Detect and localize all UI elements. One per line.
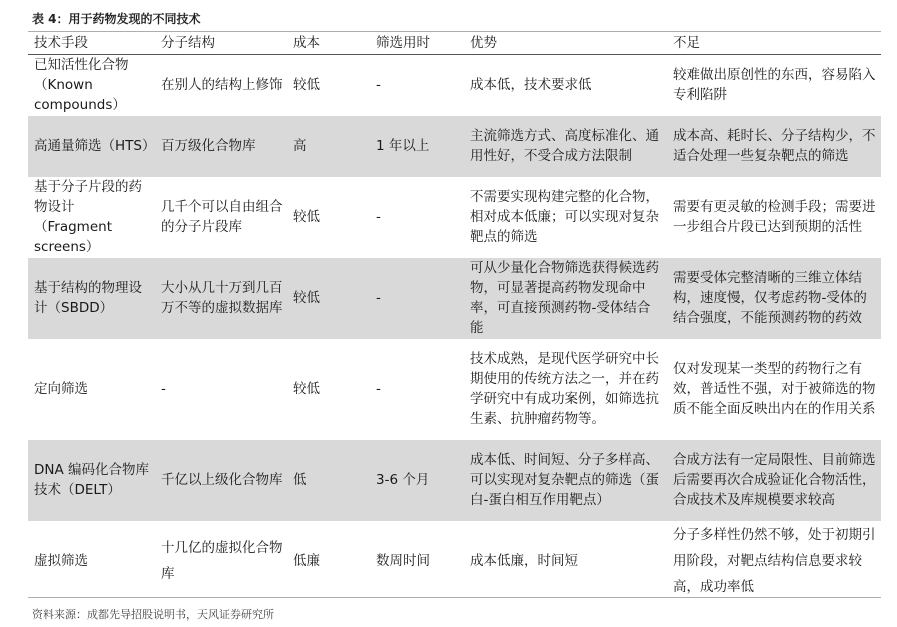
- cell-method: 虚拟筛选: [34, 552, 88, 569]
- cell-disadvantage: 较难做出原创性的东西，容易陷入专利陷阱: [673, 67, 876, 104]
- source-note: 资料来源：成都先导招股说明书，天风证券研究所: [32, 608, 274, 621]
- cell-structure: -: [161, 381, 166, 397]
- cell-advantage: 技术成熟，是现代医学研究中长期使用的传统方法之一，并在药学研究中有成功案例，如筛选抗生素、抗肿瘤药物等。: [470, 351, 659, 427]
- header-time: 筛选用时: [370, 32, 464, 55]
- cell-disadvantage: 需要受体完整清晰的三维立体结构，速度慢，仅考虑药物-受体的结合强度，不能预测药物的药效: [667, 258, 881, 339]
- cell-advantage: 可从少量化合物筛选获得候选药物，可显著提高药物发现命中率，可直接预测药物-受体结合能: [464, 258, 667, 339]
- cell-method: 定向筛选: [34, 381, 88, 397]
- cell-time: -: [370, 258, 464, 339]
- cell-method: DNA 编码化合物库技术（DELT）: [28, 440, 155, 521]
- cell-method: 高通量筛选（HTS）: [28, 116, 155, 177]
- cell-cost: 较低: [287, 258, 370, 339]
- header-structure: 分子结构: [155, 32, 287, 55]
- cell-disadvantage: 分子多样性仍然不够，处于初期引用阶段，对靶点结构信息要求较高，成功率低: [673, 526, 876, 595]
- cell-cost: 低: [287, 440, 370, 521]
- cell-method: 基于结构的物理设计（SBDD）: [28, 258, 155, 339]
- cell-disadvantage: 合成方法有一定局限性、目前筛选后需要再次合成验证化合物活性，合成技术及库规模要求较高: [667, 440, 881, 521]
- table-caption: 表 4：用于药物发现的不同技术: [32, 12, 201, 26]
- header-cost: 成本: [287, 32, 370, 55]
- cell-cost: 较低: [293, 209, 320, 225]
- table-row: [28, 55, 881, 116]
- cell-cost: 高: [287, 116, 370, 177]
- cell-structure: 在别人的结构上修饰: [161, 77, 283, 94]
- cell-disadvantage: 仅对发现某一类型的药物行之有效，普适性不强，对于被筛选的物质不能全面反映出内在的作用关系: [673, 361, 876, 417]
- cell-method: 基于分子片段的药物设计（Fragment screens）: [34, 179, 142, 255]
- cell-structure: 几千个可以自由组合的分子片段库: [161, 199, 283, 235]
- cell-structure: 百万级化合物库: [155, 116, 287, 177]
- header-advantage: 优势: [464, 32, 667, 55]
- cell-cost: 较低: [293, 381, 320, 397]
- bottom-rule: [28, 597, 881, 598]
- drug-discovery-table: [28, 32, 881, 601]
- cell-structure: 大小从几十万到几百万不等的虚拟数据库: [155, 258, 287, 339]
- cell-structure: 十几亿的虚拟化合物库: [161, 539, 283, 582]
- cell-time: -: [376, 209, 381, 225]
- cell-disadvantage: 需要有更灵敏的检测手段；需要进一步组合片段已达到预期的活性: [673, 199, 876, 235]
- header-method: 技术手段: [28, 32, 155, 55]
- cell-time: 3-6 个月: [370, 440, 464, 521]
- cell-advantage: 不需要实现构建完整的化合物，相对成本低廉；可以实现对复杂靶点的筛选: [470, 189, 659, 245]
- table-row: [28, 177, 881, 258]
- cell-time: 数周时间: [376, 552, 430, 569]
- cell-structure: 千亿以上级化合物库: [155, 440, 287, 521]
- table-row: [28, 440, 881, 521]
- cell-advantage: 成本低，技术要求低: [470, 77, 592, 94]
- cell-time: 1 年以上: [370, 116, 464, 177]
- cell-method: 已知活性化合物（Known compounds）: [34, 57, 129, 114]
- table-row: [28, 521, 881, 601]
- cell-cost: 较低: [293, 77, 320, 94]
- cell-advantage: 成本低、时间短、分子多样高、可以实现对复杂靶点的筛选（蛋白-蛋白相互作用靶点）: [464, 440, 667, 521]
- header-disadvantage: 不足: [667, 32, 881, 55]
- header-row: [28, 32, 881, 55]
- cell-time: -: [376, 77, 381, 94]
- cell-advantage: 主流筛选方式、高度标准化、通用性好，不受合成方法限制: [464, 116, 667, 177]
- cell-disadvantage: 成本高、耗时长、分子结构少，不适合处理一些复杂靶点的筛选: [667, 116, 881, 177]
- cell-advantage: 成本低廉，时间短: [470, 552, 578, 569]
- cell-cost: 低廉: [293, 552, 320, 569]
- cell-time: -: [376, 381, 381, 397]
- table-row: [28, 116, 881, 177]
- table-row: [28, 339, 881, 440]
- table-row: [28, 258, 881, 339]
